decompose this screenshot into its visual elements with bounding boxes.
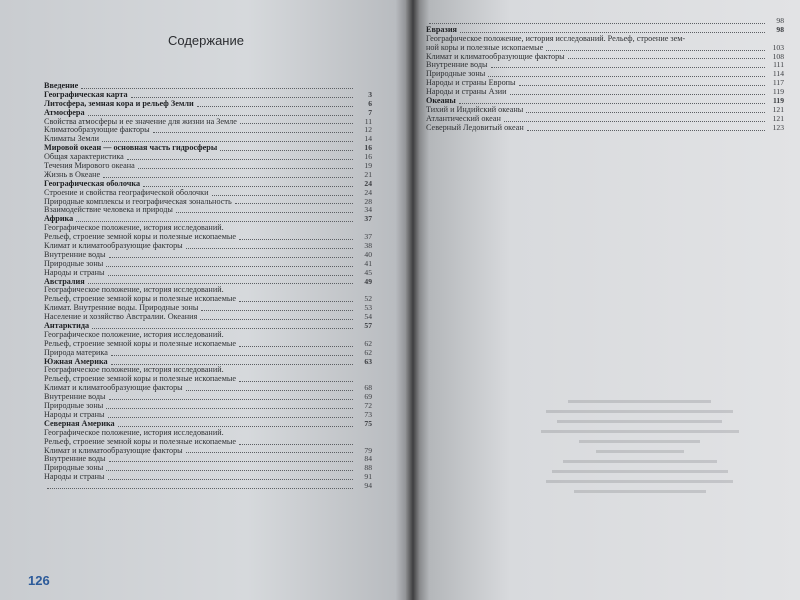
- toc-entry: [44, 269, 372, 278]
- toc-entry-title: Атмосфера: [44, 108, 85, 117]
- toc-entry-title: Евразия: [426, 25, 457, 34]
- toc-entry-title: Северная Америка: [44, 419, 115, 428]
- toc-entry-title: Рельеф, строение земной коры и полезные ископаемые: [44, 339, 237, 348]
- dot-leader: [504, 121, 765, 122]
- toc-entry-page: 7: [368, 107, 372, 117]
- dot-leader: [109, 399, 353, 400]
- toc-entry-title: Климат и климатообразующие факторы: [44, 446, 183, 455]
- toc-entry: [44, 331, 372, 340]
- toc-entry-page: 79: [364, 445, 372, 455]
- toc-entry: [44, 438, 372, 447]
- toc-entry: [426, 88, 784, 97]
- toc-entry-title: ной коры и полезные ископаемые: [426, 43, 544, 52]
- toc-entry-title: Географическое положение, история исследований.: [44, 428, 224, 437]
- dot-leader: [108, 417, 353, 418]
- dot-leader: [197, 106, 353, 107]
- toc-entry: [44, 233, 372, 242]
- toc-entry-page: 73: [364, 409, 372, 419]
- toc-entry-page: 62: [364, 338, 372, 348]
- dot-leader: [111, 364, 353, 365]
- toc-entry-title: Мировой океан — основная часть гидросферы: [44, 144, 218, 153]
- toc-entry: [44, 313, 372, 322]
- dot-leader: [111, 355, 353, 356]
- toc-entry-page: 34: [364, 205, 372, 215]
- toc-entry: [44, 375, 372, 384]
- toc-entry-title: Народы и страны: [44, 473, 105, 482]
- dot-leader: [92, 328, 353, 329]
- toc-entry-page: 68: [364, 383, 372, 393]
- toc-entry: [44, 224, 372, 233]
- toc-entry: [44, 420, 372, 429]
- dot-leader: [429, 23, 765, 24]
- toc-entry-page: 16: [364, 143, 372, 153]
- toc-entry-title: Географическая карта: [44, 90, 128, 99]
- toc-entry: [44, 384, 372, 393]
- toc-entry-title: Географическая оболочка: [44, 179, 141, 188]
- toc-entry: [44, 251, 372, 260]
- dot-leader: [240, 123, 353, 124]
- toc-entry: [44, 322, 372, 331]
- dot-leader: [186, 452, 353, 453]
- toc-entry-title: Австралия: [44, 277, 85, 286]
- toc-entry: [426, 44, 784, 53]
- toc-entry-title: Жизнь в Океане: [44, 170, 101, 179]
- toc-entry-page: 72: [364, 401, 372, 411]
- toc-entry-page: 114: [772, 69, 784, 79]
- dot-leader: [118, 426, 353, 427]
- toc-entry: [44, 278, 372, 287]
- toc-entry-page: 11: [364, 116, 372, 126]
- page-number: 126: [28, 573, 50, 588]
- toc-entry: [44, 206, 372, 215]
- toc-entry-title: Природные зоны: [44, 402, 104, 411]
- toc-entry-page: 75: [364, 418, 372, 428]
- toc-list-right: [426, 17, 784, 133]
- toc-entry: [44, 198, 372, 207]
- toc-entry-title: Внутренние воды: [44, 393, 106, 402]
- dot-leader: [153, 132, 353, 133]
- toc-entry: [44, 455, 372, 464]
- toc-entry: [44, 402, 372, 411]
- toc-entry-page: 69: [364, 392, 372, 402]
- toc-entry-page: 108: [772, 51, 784, 61]
- toc-entry-page: 24: [364, 178, 372, 188]
- dot-leader: [491, 67, 765, 68]
- toc-entry-title: Рельеф, строение земной коры и полезные ископаемые: [44, 375, 237, 384]
- toc-entry-page: 98: [776, 24, 784, 34]
- toc-entry: [44, 340, 372, 349]
- toc-entry: [44, 367, 372, 376]
- dot-leader: [220, 150, 353, 151]
- toc-entry-title: Строение и свойства географической оболочки: [44, 188, 209, 197]
- toc-entry-page: 84: [364, 454, 372, 464]
- toc-entry-page: 121: [772, 104, 784, 114]
- toc-entry-page: 3: [368, 89, 372, 99]
- toc-entry-title: Северный Ледовитый океан: [426, 123, 524, 132]
- toc-entry: [44, 260, 372, 269]
- toc-entry-page: 19: [364, 161, 372, 170]
- dot-leader: [459, 103, 765, 104]
- toc-entry-page: 6: [368, 98, 372, 108]
- toc-entry-page: 16: [364, 152, 372, 162]
- toc-entry-page: 41: [364, 258, 372, 268]
- toc-entry: [44, 482, 372, 491]
- dot-leader: [108, 275, 353, 276]
- toc-entry: [44, 91, 372, 100]
- toc-entry-title: Природные зоны: [426, 70, 486, 79]
- toc-entry-title: Внутренние воды: [426, 61, 488, 70]
- toc-entry-page: 57: [364, 321, 372, 331]
- toc-entry: [426, 53, 784, 62]
- toc-entry-page: 63: [364, 356, 372, 366]
- toc-entry: [44, 358, 372, 367]
- toc-entry: [44, 242, 372, 251]
- toc-entry-page: 54: [364, 312, 372, 322]
- dot-leader: [201, 310, 353, 311]
- toc-entry-title: Свойства атмосферы и ее значение для жизни на Земле: [44, 117, 237, 126]
- toc-entry-title: Природные комплексы и географическая зональность: [44, 197, 232, 206]
- dot-leader: [200, 319, 353, 320]
- toc-entry-page: 119: [772, 87, 784, 97]
- toc-list-left: [44, 82, 372, 491]
- toc-entry: [426, 70, 784, 79]
- dot-leader: [510, 94, 765, 95]
- toc-entry: [44, 349, 372, 358]
- toc-entry-title: Народы и страны: [44, 268, 105, 277]
- toc-entry-title: Тихий и Индийский океаны: [426, 105, 524, 114]
- dot-leader: [527, 130, 765, 131]
- toc-entry: [426, 17, 784, 26]
- toc-entry-title: Природные зоны: [44, 259, 104, 268]
- toc-entry-title: Климат. Внутренние воды. Природные зоны: [44, 304, 199, 313]
- dot-leader: [127, 159, 353, 160]
- toc-entry-title: Внутренние воды: [44, 455, 106, 464]
- dot-leader: [488, 76, 765, 77]
- toc-entry-page: 14: [364, 134, 372, 144]
- toc-entry: [426, 97, 784, 106]
- dot-leader: [239, 346, 353, 347]
- toc-entry-page: 28: [364, 196, 372, 206]
- toc-entry: [44, 473, 372, 482]
- toc-entry-page: 21: [364, 169, 372, 179]
- toc-entry-page: 52: [364, 294, 372, 304]
- dot-leader: [81, 88, 353, 89]
- toc-entry-page: 40: [364, 249, 372, 259]
- toc-entry-title: Географическое положение, история исследований.: [44, 224, 224, 233]
- toc-entry: [44, 153, 372, 162]
- toc-entry: [44, 144, 372, 153]
- toc-entry: [44, 189, 372, 198]
- toc-entry-title: Географическое положение, история исследований.: [44, 366, 224, 375]
- dot-leader: [138, 168, 353, 169]
- dot-leader: [239, 381, 353, 382]
- dot-leader: [239, 301, 353, 302]
- toc-entry-title: Рельеф, строение земной коры и полезные ископаемые: [44, 295, 237, 304]
- dot-leader: [108, 479, 353, 480]
- toc-entry-title: Введение: [44, 81, 79, 90]
- toc-entry: [44, 411, 372, 420]
- toc-entry: [44, 135, 372, 144]
- toc-entry: [426, 35, 784, 44]
- right-page: [414, 0, 800, 600]
- dot-leader: [212, 195, 353, 196]
- toc-entry-title: Население и хозяйство Австралии. Океания: [44, 313, 198, 322]
- show-through-imprint: [530, 330, 750, 500]
- dot-leader: [106, 408, 353, 409]
- toc-entry: [44, 393, 372, 402]
- toc-entry-title: Народы и страны Европы: [426, 79, 516, 88]
- dot-leader: [546, 50, 765, 51]
- toc-entry-title: Климат и климатообразующие факторы: [44, 242, 183, 251]
- toc-entry: [44, 429, 372, 438]
- toc-entry-title: Природа материка: [44, 348, 108, 357]
- toc-entry-title: Атлантический океан: [426, 114, 501, 123]
- toc-entry: [44, 304, 372, 313]
- dot-leader: [106, 470, 353, 471]
- toc-entry-page: 37: [364, 214, 372, 224]
- dot-leader: [88, 115, 353, 116]
- toc-entry: [426, 115, 784, 124]
- toc-entry-title: Антарктида: [44, 322, 90, 331]
- dot-leader: [239, 444, 353, 445]
- dot-leader: [109, 257, 353, 258]
- toc-entry-page: 121: [772, 113, 784, 123]
- dot-leader: [76, 221, 353, 222]
- toc-entry-page: 91: [364, 472, 372, 482]
- page-title: Содержание: [168, 33, 244, 48]
- toc-entry: [44, 295, 372, 304]
- toc-entry: [44, 82, 372, 91]
- toc-entry-title: Природные зоны: [44, 464, 104, 473]
- toc-entry-page: 53: [364, 303, 372, 313]
- dot-leader: [186, 248, 353, 249]
- toc-entry: [44, 126, 372, 135]
- toc-entry: [426, 26, 784, 35]
- dot-leader: [103, 177, 353, 178]
- dot-leader: [235, 203, 353, 204]
- toc-entry-title: Географическое положение, история исследований.: [44, 330, 224, 339]
- toc-entry-page: 49: [364, 276, 372, 286]
- dot-leader: [88, 283, 353, 284]
- toc-entry-title: Общая характеристика: [44, 153, 124, 162]
- toc-entry-title: Африка: [44, 215, 74, 224]
- toc-entry-title: Географическое положение, история исследований.: [44, 286, 224, 295]
- toc-entry-title: Южная Америка: [44, 357, 108, 366]
- dot-leader: [519, 85, 765, 86]
- toc-entry-title: Взаимодействие человека и природы: [44, 206, 173, 215]
- toc-entry-title: Океаны: [426, 97, 456, 105]
- toc-entry: [44, 118, 372, 127]
- toc-entry-title: Климатообразующие факторы: [44, 126, 150, 135]
- toc-entry: [426, 61, 784, 70]
- toc-entry-page: 117: [772, 78, 784, 88]
- toc-entry-page: 88: [364, 463, 372, 473]
- dot-leader: [568, 58, 765, 59]
- toc-entry-title: Течения Мирового океана: [44, 162, 135, 170]
- toc-entry-page: 123: [772, 122, 784, 132]
- toc-entry-title: Литосфера, земная кора и рельеф Земли: [44, 99, 194, 108]
- book-spine: [406, 0, 420, 600]
- toc-entry: [44, 215, 372, 224]
- toc-entry-page: 111: [773, 60, 784, 70]
- dot-leader: [176, 212, 353, 213]
- toc-entry: [44, 100, 372, 109]
- dot-leader: [526, 112, 765, 113]
- toc-entry-page: 12: [364, 125, 372, 135]
- toc-entry-title: Климаты Земли: [44, 135, 99, 144]
- toc-entry: [426, 106, 784, 115]
- toc-entry-title: Географическое положение, история исследований. Рельеф, строение зем-: [426, 34, 686, 43]
- toc-entry-page: 38: [364, 241, 372, 251]
- dot-leader: [109, 461, 353, 462]
- dot-leader: [460, 32, 765, 33]
- toc-entry-title: Народы и страны Азии: [426, 88, 507, 97]
- toc-entry: [44, 162, 372, 171]
- toc-entry: [44, 286, 372, 295]
- toc-entry-page: 94: [364, 481, 372, 491]
- dot-leader: [102, 141, 353, 142]
- toc-entry: [44, 171, 372, 180]
- toc-entry-page: 103: [772, 42, 784, 52]
- toc-entry-title: Внутренние воды: [44, 250, 106, 259]
- toc-entry-title: Народы и страны: [44, 410, 105, 419]
- toc-entry-title: Рельеф, строение земной коры и полезные ископаемые: [44, 233, 237, 242]
- dot-leader: [106, 266, 353, 267]
- dot-leader: [47, 488, 353, 489]
- toc-entry: [44, 180, 372, 189]
- toc-entry: [426, 79, 784, 88]
- toc-entry-page: 119: [773, 96, 784, 105]
- toc-entry: [44, 464, 372, 473]
- toc-entry-page: 37: [364, 232, 372, 242]
- toc-entry-page: 24: [364, 187, 372, 197]
- toc-entry-page: 62: [364, 347, 372, 357]
- toc-entry-title: Климат и климатообразующие факторы: [426, 52, 565, 61]
- dot-leader: [239, 239, 353, 240]
- toc-entry: [44, 447, 372, 456]
- toc-entry-page: 45: [364, 267, 372, 277]
- dot-leader: [186, 390, 353, 391]
- toc-entry-page: 98: [776, 15, 784, 25]
- toc-entry-title: Климат и климатообразующие факторы: [44, 384, 183, 393]
- toc-entry-title: Рельеф, строение земной коры и полезные ископаемые: [44, 437, 237, 446]
- toc-entry: [44, 109, 372, 118]
- toc-entry: [426, 124, 784, 133]
- dot-leader: [131, 97, 353, 98]
- dot-leader: [143, 186, 353, 187]
